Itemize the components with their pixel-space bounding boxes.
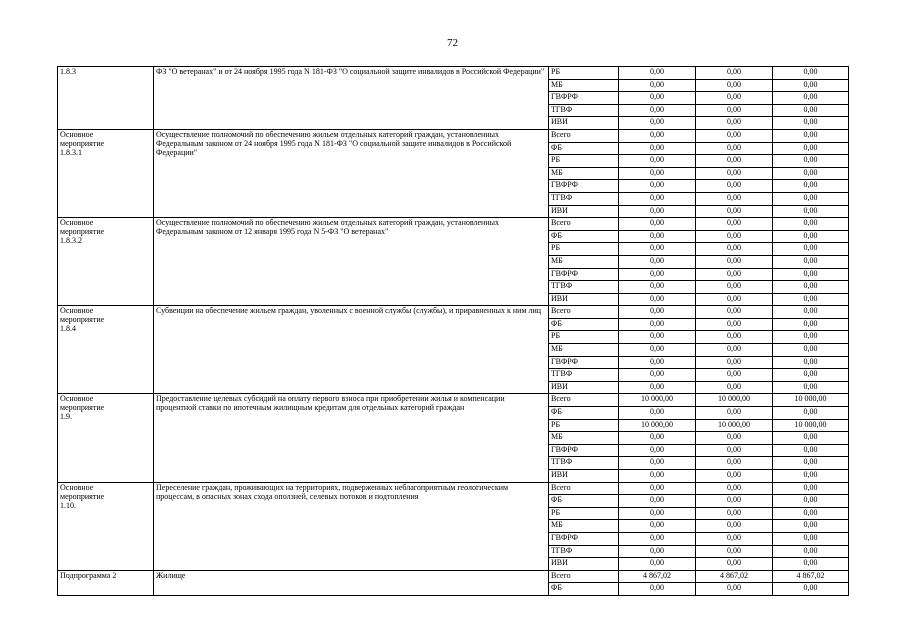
amount-cell: 0,00 xyxy=(619,129,696,142)
amount-cell: 0,00 xyxy=(696,293,773,306)
amount-cell: 0,00 xyxy=(773,495,849,508)
amount-cell: 0,00 xyxy=(696,369,773,382)
amount-cell: 0,00 xyxy=(696,558,773,571)
amount-cell: 0,00 xyxy=(696,432,773,445)
amount-cell: 0,00 xyxy=(696,482,773,495)
amount-cell: 0,00 xyxy=(696,331,773,344)
amount-cell: 0,00 xyxy=(696,79,773,92)
table-row xyxy=(58,306,849,319)
activity-code-cell: Подпрограмма 2 xyxy=(58,570,154,595)
table-row xyxy=(58,570,849,583)
amount-cell: 0,00 xyxy=(619,205,696,218)
amount-cell: 10 000,00 xyxy=(696,419,773,432)
amount-cell: 0,00 xyxy=(773,482,849,495)
activity-code-cell: Основное мероприятие 1.8.3.1 xyxy=(58,129,154,217)
amount-cell: 0,00 xyxy=(773,155,849,168)
amount-cell: 0,00 xyxy=(773,142,849,155)
amount-cell: 0,00 xyxy=(619,192,696,205)
funding-source-cell: Всего xyxy=(549,306,619,319)
funding-source-cell: ТГВФ xyxy=(549,369,619,382)
amount-cell: 0,00 xyxy=(696,507,773,520)
funding-source-cell: МБ xyxy=(549,520,619,533)
table-row xyxy=(58,67,849,80)
amount-cell: 0,00 xyxy=(773,331,849,344)
funding-source-cell: РБ xyxy=(549,67,619,80)
amount-cell: 0,00 xyxy=(696,192,773,205)
funding-source-cell: РБ xyxy=(549,507,619,520)
amount-cell: 0,00 xyxy=(773,344,849,357)
funding-source-cell: ИВИ xyxy=(549,381,619,394)
funding-source-cell: ФБ xyxy=(549,142,619,155)
amount-cell: 0,00 xyxy=(696,495,773,508)
table-row xyxy=(58,129,849,142)
amount-cell: 0,00 xyxy=(619,558,696,571)
page-number: 72 xyxy=(447,37,458,49)
amount-cell: 0,00 xyxy=(619,344,696,357)
amount-cell: 0,00 xyxy=(696,243,773,256)
funding-source-cell: ФБ xyxy=(549,495,619,508)
funding-source-cell: ГВФРФ xyxy=(549,180,619,193)
funding-source-cell: ГВФРФ xyxy=(549,268,619,281)
amount-cell: 10 000,00 xyxy=(773,419,849,432)
amount-cell: 0,00 xyxy=(773,545,849,558)
funding-source-cell: Всего xyxy=(549,394,619,407)
amount-cell: 0,00 xyxy=(773,356,849,369)
activity-code-cell: Основное мероприятие 1.8.4 xyxy=(58,306,154,394)
funding-source-cell: ФБ xyxy=(549,407,619,420)
funding-source-cell: ФБ xyxy=(549,318,619,331)
amount-cell: 0,00 xyxy=(773,381,849,394)
amount-cell: 0,00 xyxy=(696,356,773,369)
amount-cell: 0,00 xyxy=(773,369,849,382)
funding-source-cell: ИВИ xyxy=(549,205,619,218)
amount-cell: 0,00 xyxy=(773,507,849,520)
funding-source-cell: ТГВФ xyxy=(549,104,619,117)
amount-cell: 0,00 xyxy=(619,532,696,545)
amount-cell: 0,00 xyxy=(773,558,849,571)
amount-cell: 0,00 xyxy=(696,67,773,80)
amount-cell: 0,00 xyxy=(619,268,696,281)
amount-cell: 0,00 xyxy=(619,432,696,445)
funding-source-cell: ФБ xyxy=(549,583,619,596)
amount-cell: 0,00 xyxy=(619,218,696,231)
table-row xyxy=(58,218,849,231)
amount-cell: 0,00 xyxy=(773,457,849,470)
amount-cell: 0,00 xyxy=(696,92,773,105)
funding-source-cell: Всего xyxy=(549,482,619,495)
activity-name-cell: Жилище xyxy=(154,570,549,595)
amount-cell: 0,00 xyxy=(773,117,849,130)
amount-cell: 0,00 xyxy=(696,117,773,130)
amount-cell: 0,00 xyxy=(619,104,696,117)
amount-cell: 4 867,02 xyxy=(619,570,696,583)
amount-cell: 0,00 xyxy=(619,545,696,558)
activity-name-cell: Субвенции на обеспечение жильем граждан, уволенных с военной службы (службы), и приравненных к ним лиц xyxy=(154,306,549,394)
amount-cell: 0,00 xyxy=(619,507,696,520)
activity-code-cell: 1.8.3 xyxy=(58,67,154,130)
funding-source-cell: МБ xyxy=(549,255,619,268)
activity-code-cell: Основное мероприятие 1.9. xyxy=(58,394,154,482)
amount-cell: 0,00 xyxy=(696,129,773,142)
amount-cell: 0,00 xyxy=(619,520,696,533)
amount-cell: 0,00 xyxy=(773,180,849,193)
activity-name-cell: Осуществление полномочий по обеспечению жильем отдельных категорий граждан, установленных Федеральным законом от 12 января 1995 года N 5-ФЗ "О ветеранах" xyxy=(154,218,549,306)
amount-cell: 0,00 xyxy=(773,192,849,205)
amount-cell: 0,00 xyxy=(619,306,696,319)
amount-cell: 0,00 xyxy=(773,293,849,306)
amount-cell: 0,00 xyxy=(619,369,696,382)
amount-cell: 0,00 xyxy=(619,457,696,470)
table-row xyxy=(58,482,849,495)
funding-source-cell: МБ xyxy=(549,79,619,92)
funding-source-cell: ИВИ xyxy=(549,470,619,483)
amount-cell: 0,00 xyxy=(773,444,849,457)
amount-cell: 0,00 xyxy=(696,545,773,558)
amount-cell: 0,00 xyxy=(619,92,696,105)
amount-cell: 0,00 xyxy=(619,167,696,180)
amount-cell: 0,00 xyxy=(619,255,696,268)
funding-source-cell: РБ xyxy=(549,155,619,168)
funding-source-cell: ИВИ xyxy=(549,293,619,306)
amount-cell: 0,00 xyxy=(619,281,696,294)
amount-cell: 0,00 xyxy=(773,218,849,231)
amount-cell: 0,00 xyxy=(773,281,849,294)
amount-cell: 0,00 xyxy=(773,407,849,420)
amount-cell: 0,00 xyxy=(696,281,773,294)
funding-source-cell: Всего xyxy=(549,129,619,142)
amount-cell: 0,00 xyxy=(619,117,696,130)
funding-source-cell: Всего xyxy=(549,218,619,231)
funding-source-cell: ТГВФ xyxy=(549,545,619,558)
activity-name-cell: Осуществление полномочий по обеспечению жильем отдельных категорий граждан, установленных Федеральным законом от 24 ноября 1995 года N 181-ФЗ "О социальной защите инвалидов в Российской Федерации" xyxy=(154,129,549,217)
amount-cell: 0,00 xyxy=(773,67,849,80)
amount-cell: 0,00 xyxy=(696,457,773,470)
funding-source-cell: РБ xyxy=(549,243,619,256)
amount-cell: 0,00 xyxy=(773,583,849,596)
amount-cell: 0,00 xyxy=(696,306,773,319)
amount-cell: 0,00 xyxy=(696,167,773,180)
funding-table xyxy=(57,66,849,596)
amount-cell: 10 000,00 xyxy=(696,394,773,407)
amount-cell: 0,00 xyxy=(696,180,773,193)
amount-cell: 0,00 xyxy=(619,79,696,92)
amount-cell: 0,00 xyxy=(696,218,773,231)
activity-code-cell: Основное мероприятие 1.8.3.2 xyxy=(58,218,154,306)
funding-source-cell: РБ xyxy=(549,331,619,344)
amount-cell: 0,00 xyxy=(619,495,696,508)
amount-cell: 0,00 xyxy=(696,520,773,533)
amount-cell: 0,00 xyxy=(619,230,696,243)
funding-source-cell: ГВФРФ xyxy=(549,532,619,545)
amount-cell: 0,00 xyxy=(773,306,849,319)
amount-cell: 0,00 xyxy=(619,293,696,306)
amount-cell: 0,00 xyxy=(619,331,696,344)
funding-source-cell: ТГВФ xyxy=(549,281,619,294)
amount-cell: 0,00 xyxy=(773,230,849,243)
amount-cell: 0,00 xyxy=(773,243,849,256)
amount-cell: 0,00 xyxy=(773,432,849,445)
amount-cell: 0,00 xyxy=(696,344,773,357)
amount-cell: 0,00 xyxy=(773,318,849,331)
funding-source-cell: ГВФРФ xyxy=(549,444,619,457)
activity-name-cell: Переселение граждан, проживающих на территориях, подверженных неблагоприятным геологическим процессам, в опасных зонах схода оползней, селевых потоков и подтопления xyxy=(154,482,549,570)
amount-cell: 0,00 xyxy=(773,92,849,105)
amount-cell: 0,00 xyxy=(696,381,773,394)
funding-source-cell: ТГВФ xyxy=(549,457,619,470)
activity-name-cell: Предоставление целевых субсидий на оплату первого взноса при приобретении жилья и компенсации процентной ставки по ипотечным жилищным кредитам для отдельных категорий граждан xyxy=(154,394,549,482)
amount-cell: 0,00 xyxy=(696,532,773,545)
amount-cell: 0,00 xyxy=(696,268,773,281)
amount-cell: 0,00 xyxy=(773,532,849,545)
amount-cell: 4 867,02 xyxy=(773,570,849,583)
funding-source-cell: ГВФРФ xyxy=(549,356,619,369)
amount-cell: 0,00 xyxy=(773,104,849,117)
amount-cell: 0,00 xyxy=(619,407,696,420)
funding-source-cell: ИВИ xyxy=(549,117,619,130)
amount-cell: 0,00 xyxy=(696,407,773,420)
funding-source-cell: ИВИ xyxy=(549,558,619,571)
amount-cell: 0,00 xyxy=(619,180,696,193)
amount-cell: 0,00 xyxy=(773,268,849,281)
amount-cell: 0,00 xyxy=(696,104,773,117)
amount-cell: 0,00 xyxy=(619,243,696,256)
table-row xyxy=(58,394,849,407)
amount-cell: 0,00 xyxy=(619,142,696,155)
funding-source-cell: ТГВФ xyxy=(549,192,619,205)
funding-source-cell: Всего xyxy=(549,570,619,583)
funding-source-cell: МБ xyxy=(549,344,619,357)
amount-cell: 0,00 xyxy=(696,155,773,168)
amount-cell: 0,00 xyxy=(773,520,849,533)
amount-cell: 0,00 xyxy=(696,205,773,218)
amount-cell: 0,00 xyxy=(696,318,773,331)
amount-cell: 0,00 xyxy=(773,167,849,180)
amount-cell: 0,00 xyxy=(773,129,849,142)
amount-cell: 0,00 xyxy=(696,142,773,155)
amount-cell: 10 000,00 xyxy=(773,394,849,407)
amount-cell: 10 000,00 xyxy=(619,394,696,407)
amount-cell: 10 000,00 xyxy=(619,419,696,432)
amount-cell: 0,00 xyxy=(696,255,773,268)
amount-cell: 0,00 xyxy=(619,482,696,495)
amount-cell: 4 867,02 xyxy=(696,570,773,583)
funding-source-cell: ГВФРФ xyxy=(549,92,619,105)
amount-cell: 0,00 xyxy=(696,470,773,483)
amount-cell: 0,00 xyxy=(619,155,696,168)
funding-source-cell: РБ xyxy=(549,419,619,432)
funding-source-cell: МБ xyxy=(549,167,619,180)
amount-cell: 0,00 xyxy=(773,79,849,92)
funding-source-cell: ФБ xyxy=(549,230,619,243)
amount-cell: 0,00 xyxy=(619,583,696,596)
amount-cell: 0,00 xyxy=(619,470,696,483)
amount-cell: 0,00 xyxy=(619,381,696,394)
amount-cell: 0,00 xyxy=(619,318,696,331)
amount-cell: 0,00 xyxy=(773,205,849,218)
funding-source-cell: МБ xyxy=(549,432,619,445)
amount-cell: 0,00 xyxy=(619,444,696,457)
amount-cell: 0,00 xyxy=(696,230,773,243)
activity-name-cell: ФЗ "О ветеранах" и от 24 ноября 1995 года N 181-ФЗ "О социальной защите инвалидов в Российской Федерации" xyxy=(154,67,549,130)
activity-code-cell: Основное мероприятие 1.10. xyxy=(58,482,154,570)
amount-cell: 0,00 xyxy=(696,444,773,457)
amount-cell: 0,00 xyxy=(619,67,696,80)
amount-cell: 0,00 xyxy=(619,356,696,369)
amount-cell: 0,00 xyxy=(696,583,773,596)
amount-cell: 0,00 xyxy=(773,255,849,268)
amount-cell: 0,00 xyxy=(773,470,849,483)
